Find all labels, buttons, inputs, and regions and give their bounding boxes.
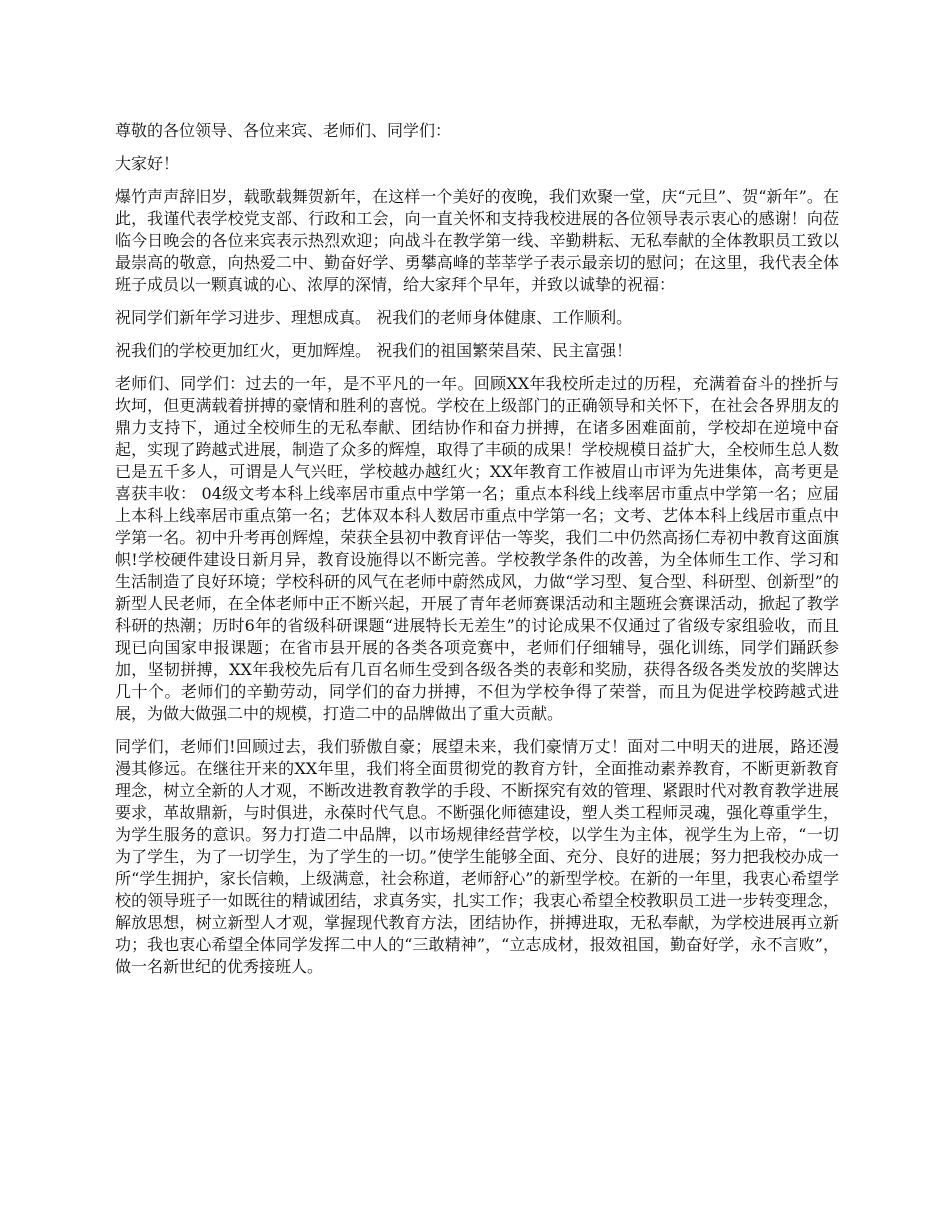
- review-paragraph: 老师们、同学们：过去的一年，是不平凡的一年。回顾XX年我校所走过的历程，充满着奋斗的挫折与坎坷，但更满载着拼搏的豪情和胜利的喜悦。学校在上级部门的正确领导和关怀下，在社会各界朋友的鼎力支持下，通过全校师生的无私奉献、团结协作和奋力拼搏，在诸多困难面前，学校却在逆境中奋起，实现了跨越式进展，制造了众多的辉煌，取得了丰硕的成果！学校规模日益扩大，全校师生总人数已是五千多人，可谓是人气兴旺，学校越办越红火；XX年教育工作被眉山市评为先进集体，高考更是喜获丰收： 04级文考本科上线率居市重点中学第一名；重点本科线上线率居市重点中学第一名；应届上本科上线率居市重点第一名；艺体双本科人数居市重点中学第一名；文考、艺体本科上线居市重点中学第一名。初中升考再创辉煌，荣获全县初中教育评估一等奖，我们二中仍然高扬仁寿初中教育这面旗帜!学校硬件建设日新月异，教育设施得以不断完善。学校教学条件的改善，为全体师生工作、学习和生活制造了良好环境；学校科研的风气在老师中蔚然成风，力做“学习型、复合型、科研型、创新型”的新型人民老师，在全体老师中正不断兴起，开展了青年老师赛课活动和主题班会赛课活动，掀起了教学科研的热潮；历时6年的省级科研课题“进展特长无差生”的讨论成果不仅通过了省级专家组验收，而且现已向国家申报课题；在省市县开展的各类各项竞赛中，老师们仔细辅导，强化训练，同学们踊跃参加，坚韧拼搏，XX年我校先后有几百名师生受到各级各类的表彰和奖励，获得各级各类发放的奖牌达几十个。老师们的辛勤劳动，同学们的奋力拼搏，不但为学校争得了荣誉，而且为促进学校跨越式进展，为做大做强二中的规模，打造二中的品牌做出了重大贡献。: [115, 374, 839, 723]
- salutation-line: 大家好！: [115, 154, 180, 173]
- opening-paragraph: 爆竹声声辞旧岁，载歌载舞贺新年，在这样一个美好的夜晚，我们欢聚一堂，庆“元旦”、贺“新年”。在此，我谨代表学校党支部、行政和工会，向一直关怀和支持我校进展的各位领导表示衷心的感谢！向莅临今日晚会的各位来宾表示热烈欢迎；向战斗在教学第一线、辛勤耕耘、无私奉献的全体教职员工致以最崇高的敬意，向热爱二中、勤奋好学、勇攀高峰的莘莘学子表示最亲切的慰问；在这里，我代表全体班子成员以一颗真诚的心、浓厚的深情，给大家拜个早年，并致以诚挚的祝福：: [115, 187, 839, 294]
- wish-line-school-country: 祝我们的学校更加红火，更加辉煌。 祝我们的祖国繁荣昌荣、民主富强！: [115, 341, 633, 360]
- speech-body: [115, 120, 839, 989]
- wish-line-students-teachers: 祝同学们新年学习进步、理想成真。 祝我们的老师身体健康、工作顺利。: [115, 308, 633, 327]
- greeting-line: 尊敬的各位领导、各位来宾、老师们、同学们：: [115, 121, 452, 140]
- outlook-paragraph: 同学们，老师们!回顾过去，我们骄傲自豪；展望未来，我们豪情万丈！面对二中明天的进展，路还漫漫其修远。在继往开来的XX年里，我们将全面贯彻党的教育方针，全面推动素养教育，不断更新教育理念，树立全新的人才观，不断改进教育教学的手段、不断探究有效的管理、紧跟时代对教育教学进展要求，革故鼎新，与时俱进，永葆时代气息。不断强化师德建设，塑人类工程师灵魂，强化尊重学生，为学生服务的意识。努力打造二中品牌，以市场规律经营学校，以学生为主体，视学生为上帝，“一切为了学生，为了一切学生，为了学生的一切。”使学生能够全面、充分、良好的进展；努力把我校办成一所“学生拥护，家长信赖，上级满意，社会称道，老师舒心”的新型学校。在新的一年里，我衷心希望学校的领导班子一如既往的精诚团结，求真务实，扎实工作；我衷心希望全校教职员工进一步转变理念，解放思想，树立新型人才观，掌握现代教育方法，团结协作，拼搏进取，无私奉献，为学校进展再立新功；我也衷心希望全体同学发挥二中人的“三敢精神”，“立志成材，报效祖国，勤奋好学，永不言败”，做一名新世纪的优秀接班人。: [115, 737, 839, 976]
